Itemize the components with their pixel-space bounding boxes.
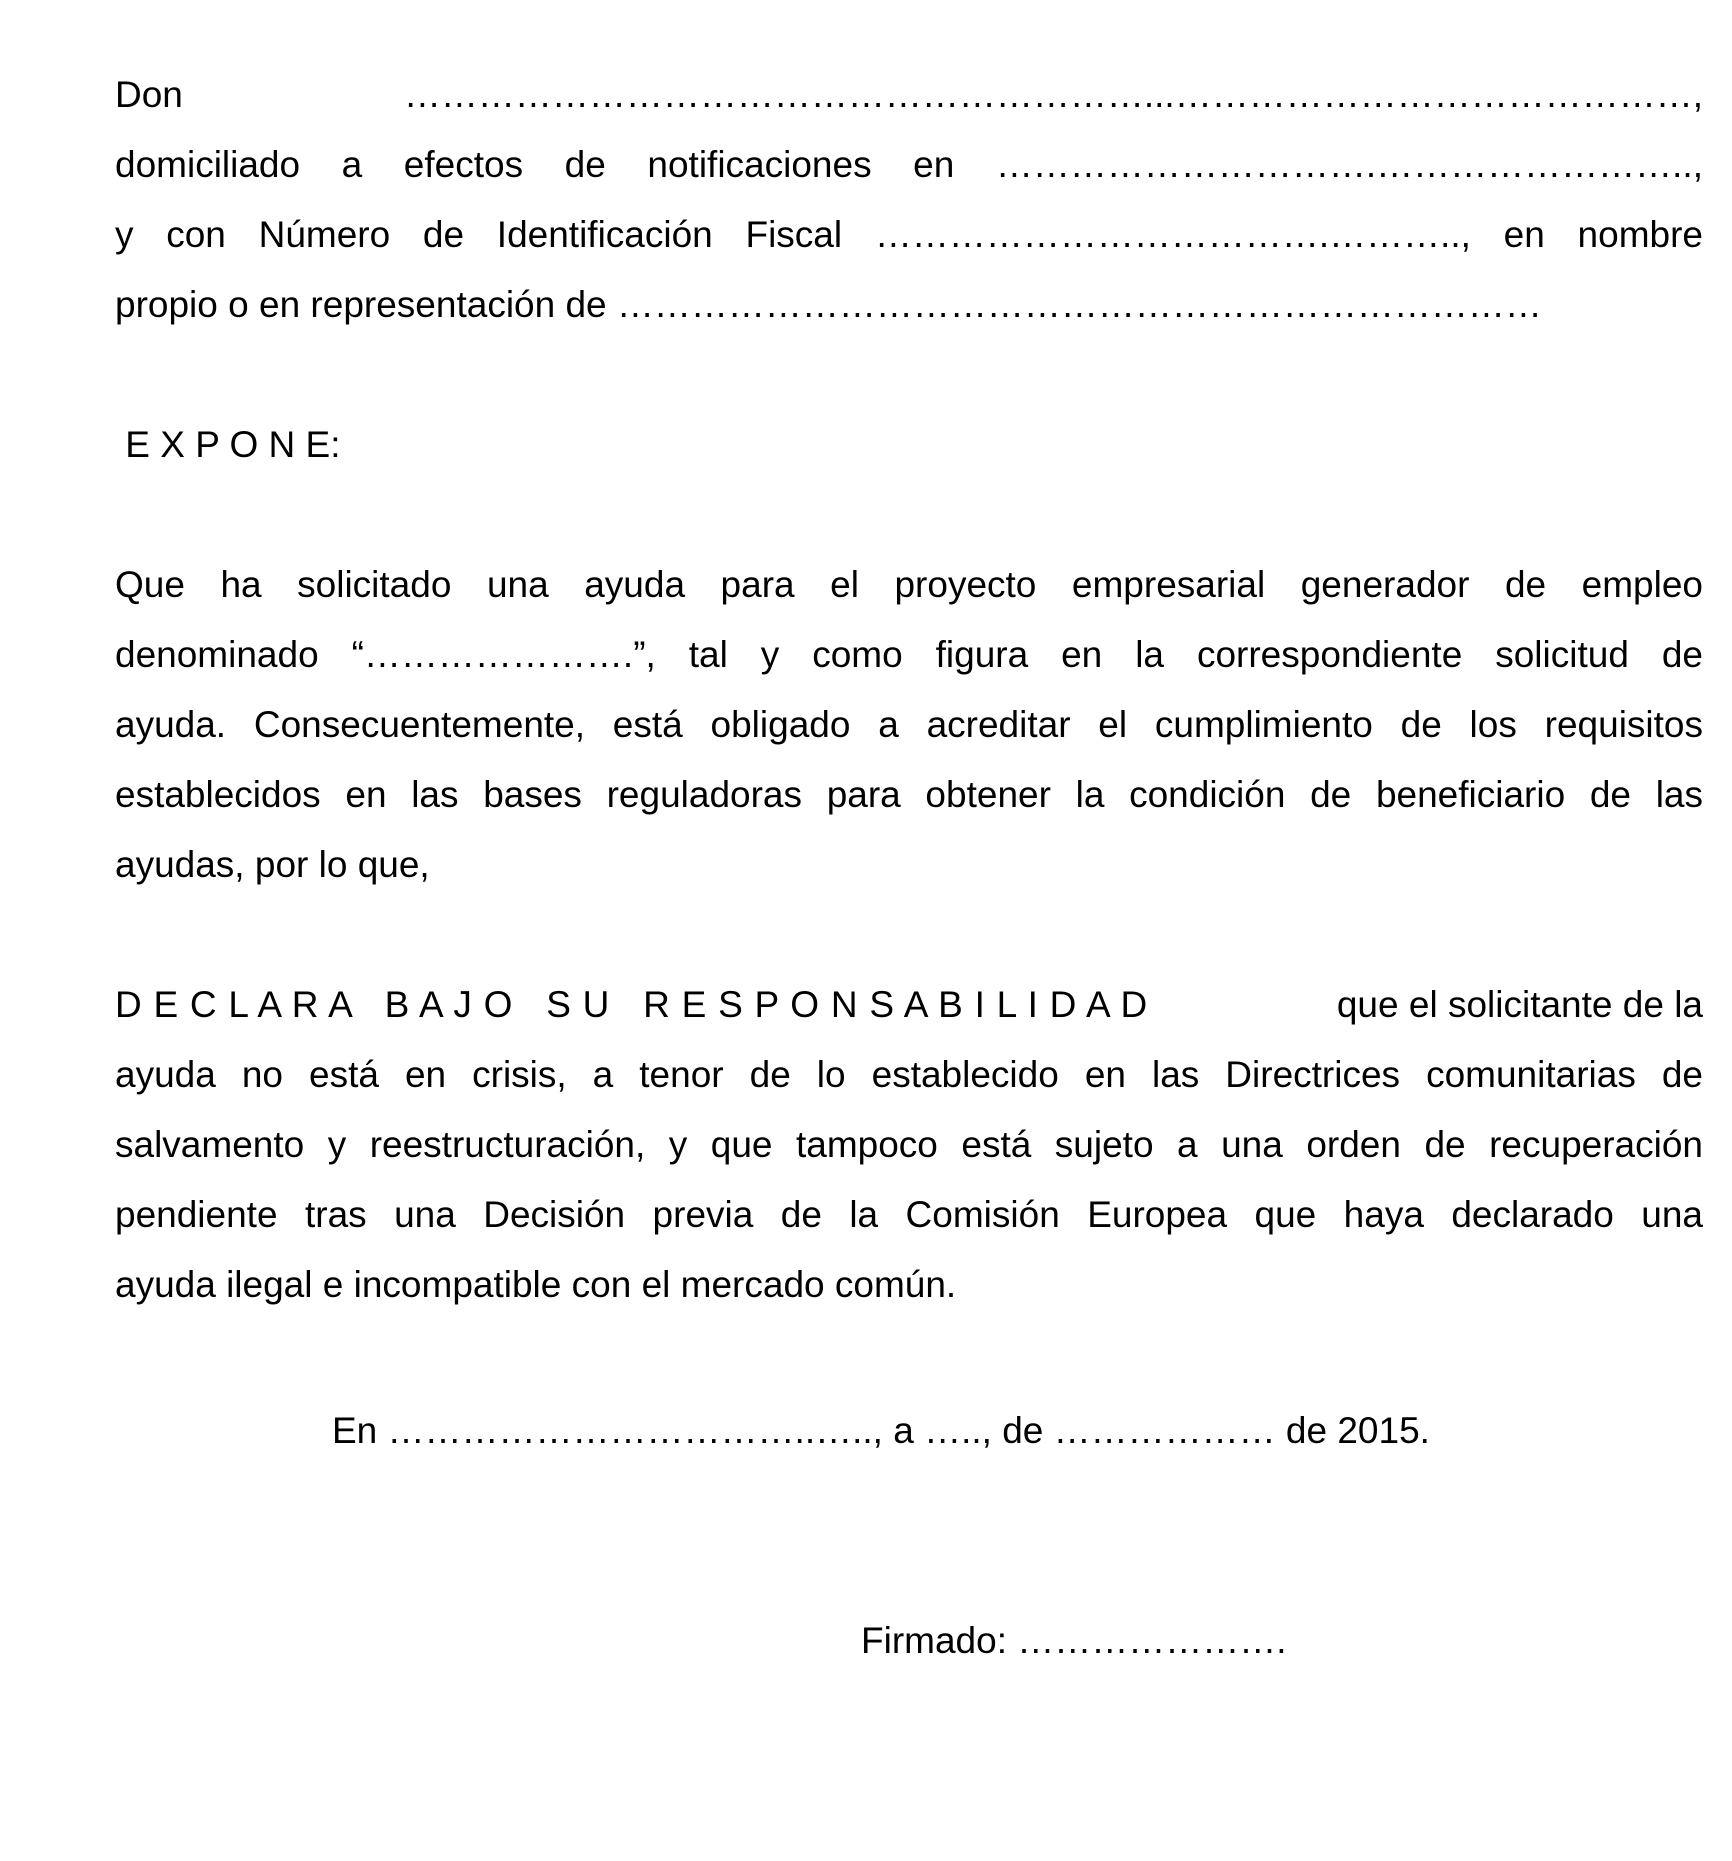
expone-heading: E X P O N E: — [115, 424, 341, 465]
intro-line-4: propio o en representación de ………………………………………………………………… — [115, 284, 1542, 325]
declara-line-2: ayuda no está en crisis, a tenor de lo establecido en las Directrices comunitarias de — [115, 1054, 1703, 1095]
intro-line-2: domiciliado a efectos de notificaciones en ………………………….…………………….., — [115, 144, 1703, 185]
declara-line-1 — [115, 970, 1703, 1040]
intro-line-3: y con Número de Identificación Fiscal ……………………………….……….., en nombre — [115, 214, 1703, 255]
intro-line-1: Don ……………………………………………………...……………………………………, — [115, 74, 1703, 115]
declara-line-5: ayuda ilegal e incompatible con el mercado común. — [115, 1264, 957, 1305]
expone-line-5: ayudas, por lo que, — [115, 844, 430, 885]
declara-line-4: pendiente tras una Decisión previa de la Comisión Europea que haya declarado una — [115, 1194, 1703, 1235]
place-date-line: En ……………………………..….., a ….., de ……………… de 2015. — [332, 1410, 1430, 1451]
expone-line-2: denominado “………………….”, tal y como figura en la correspondiente solicitud de — [115, 634, 1703, 675]
signature-line: Firmado: …………………. — [861, 1620, 1287, 1661]
expone-line-3: ayuda. Consecuentemente, está obligado a acreditar el cumplimiento de los requisitos — [115, 704, 1703, 745]
expone-line-1: Que ha solicitado una ayuda para el proyecto empresarial generador de empleo — [115, 564, 1703, 605]
expone-line-4: establecidos en las bases reguladoras para obtener la condición de beneficiario de las — [115, 774, 1703, 815]
declara-line-3: salvamento y reestructuración, y que tampoco está sujeto a una orden de recuperación — [115, 1124, 1703, 1165]
declaration-document — [115, 60, 1703, 1320]
declara-heading: D E C L A R A B A J O S U R E S P O N S A B I L I D A D — [115, 984, 1148, 1025]
declara-line-1-rest: que el solicitante de la — [1336, 984, 1703, 1025]
